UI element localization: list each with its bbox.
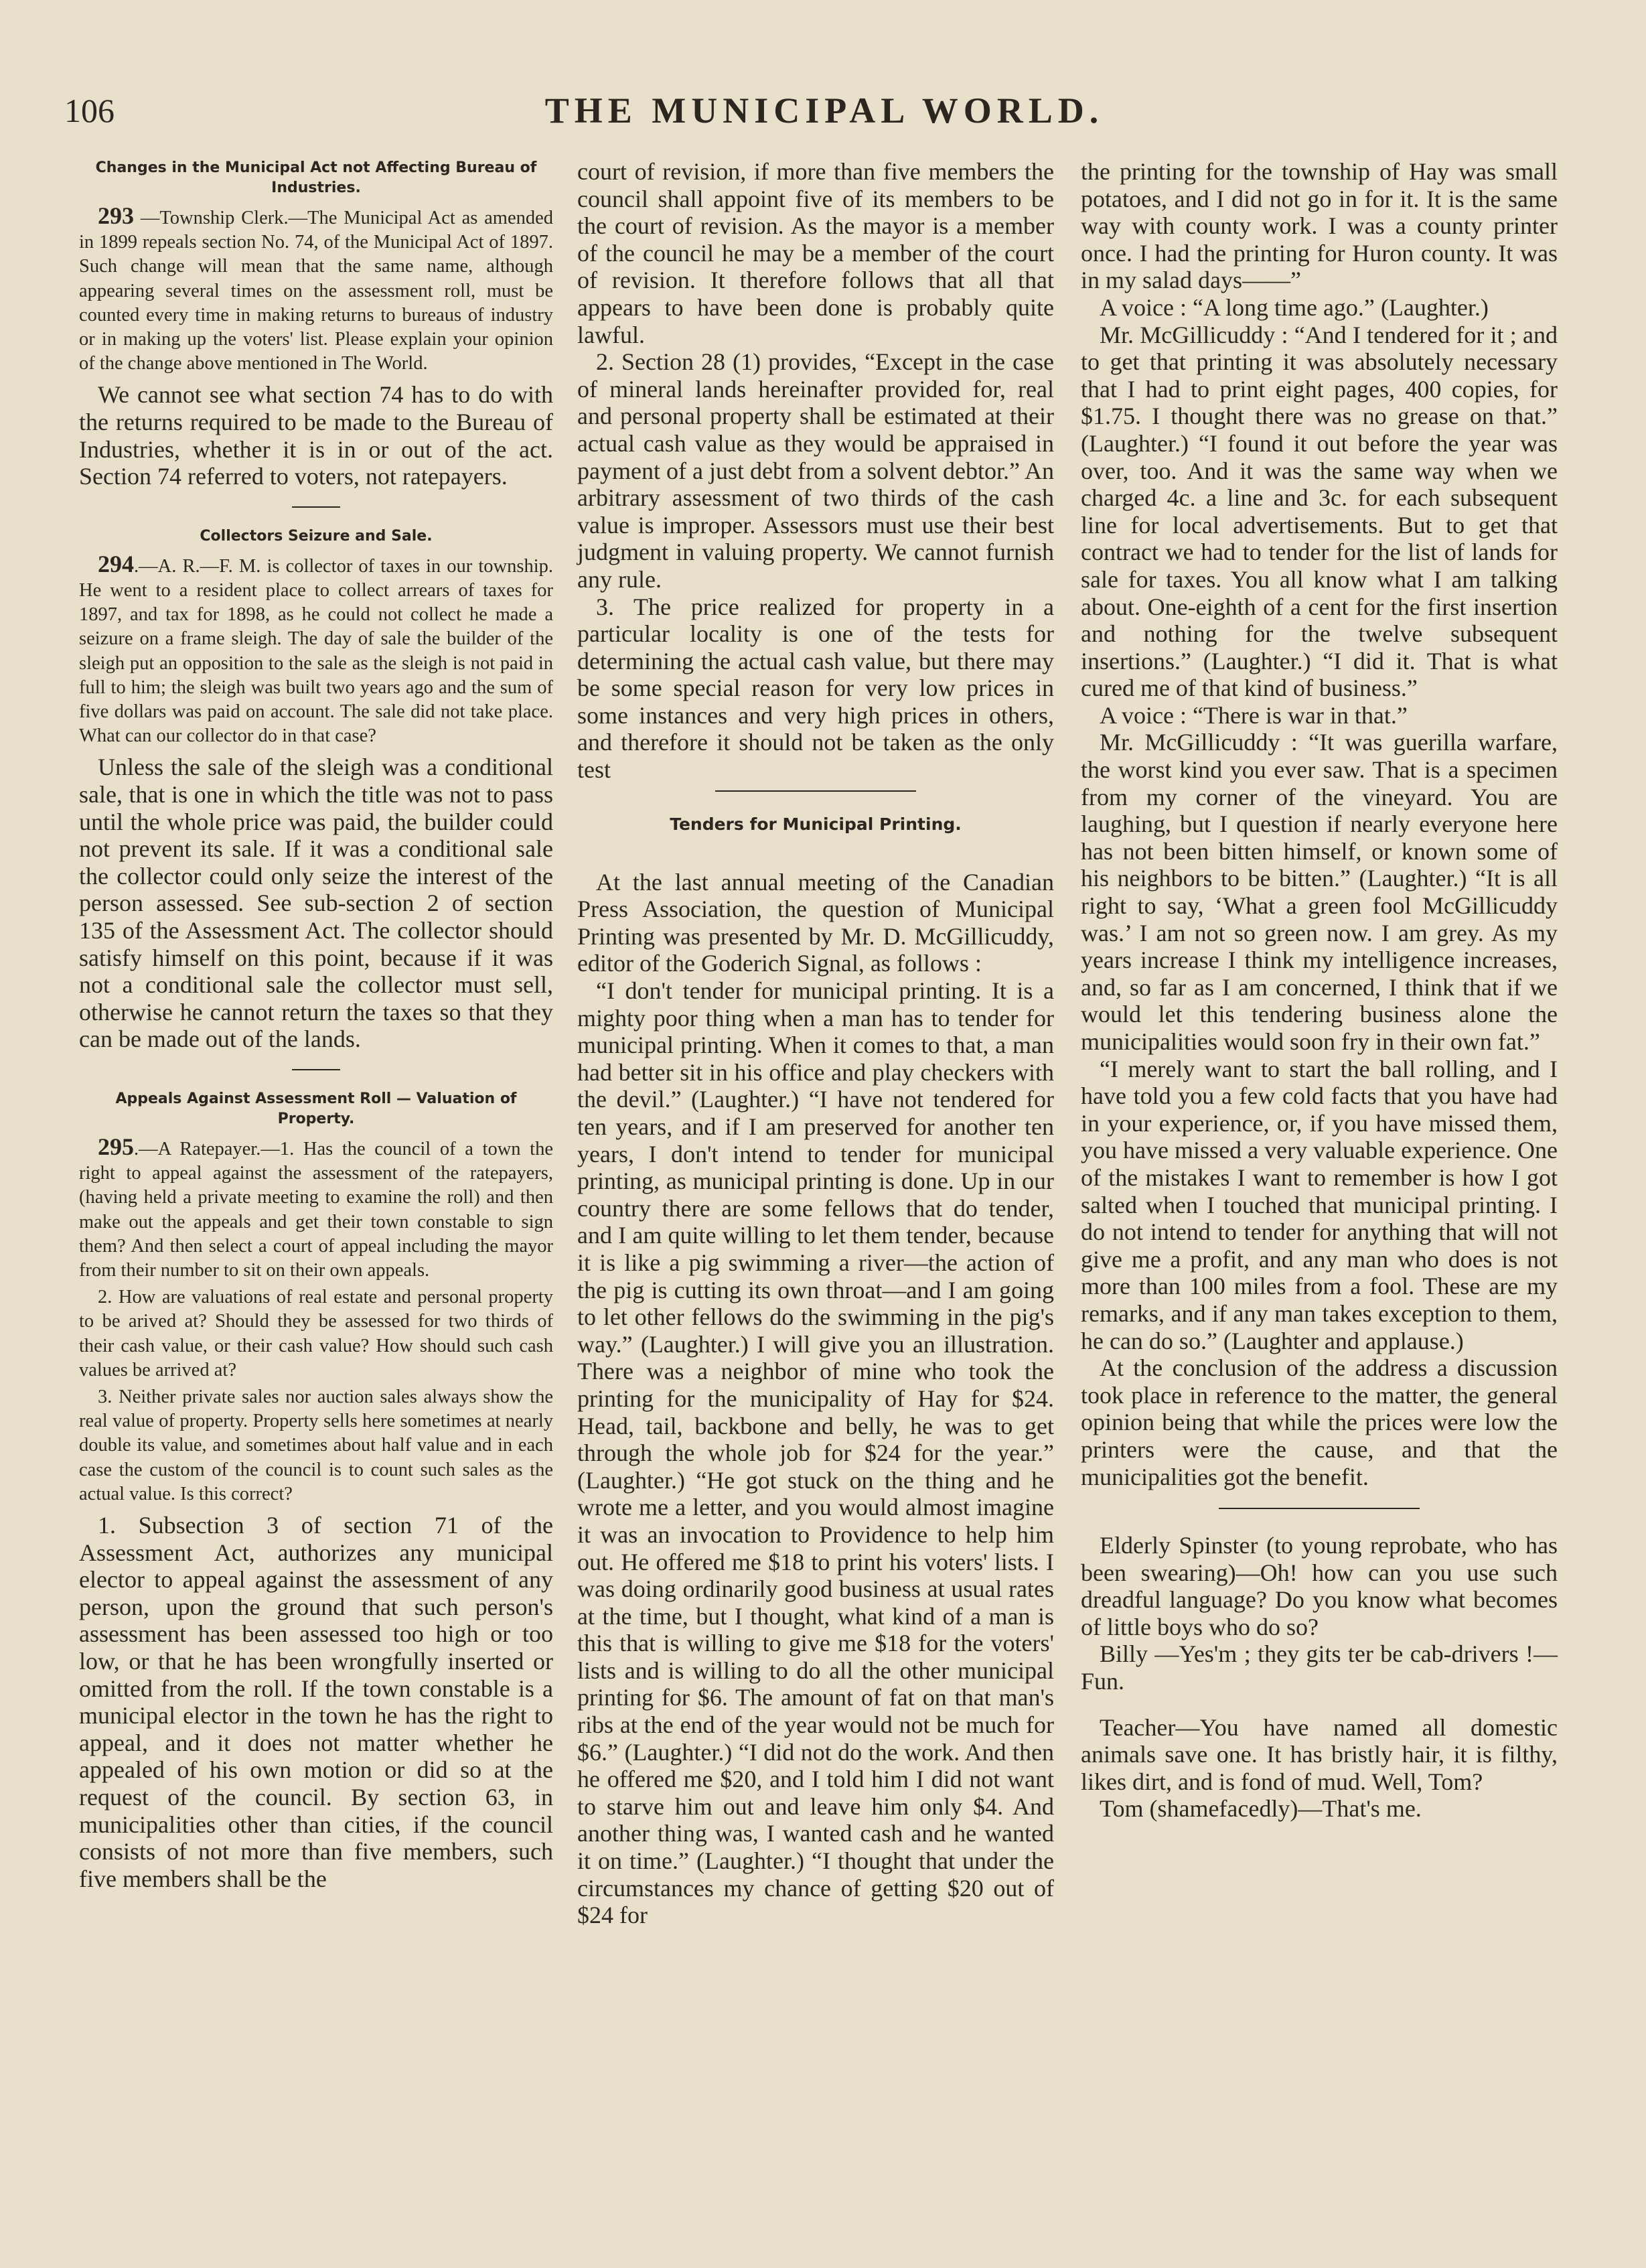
q293-answer: We cannot see what section 74 has to do with the returns required to be made to the Bureau of Industries, whether it is in or out of the act. Section 74 referred to voters, not ratepayers. xyxy=(79,381,553,490)
publication-title: THE MUNICIPAL WORLD. xyxy=(544,90,1104,131)
q293-question xyxy=(79,204,553,376)
page-number: 106 xyxy=(64,92,115,129)
spacer xyxy=(1081,1695,1558,1714)
q294-answer: Unless the sale of the sleigh was a conditional sale, that is one in which the title was not to pass until the whole price was paid, the builder could not prevent its sale. If it was a conditional sale the collector could only seize the interest of the person assessed. See sub-section 2 of section 135 of the Assessment Act. The collector should satisfy himself on this point, because if it was not a conditional sale the collector must sell, otherwise he cannot return the taxes so that they can be made out of the lands. xyxy=(79,754,553,1053)
q295-answer-2: 2. Section 28 (1) provides, “Except in the case of mineral lands hereinafter provided for, real and personal property shall be estimated at their actual cash value as they would be appraised in payment of a just debt from a solvent debtor.” An arbitrary assessment of two thirds of the cash value is improper. Assessors must use their best judgment in valuing property. We cannot furnish any rule. xyxy=(577,348,1054,593)
q293-question-text: —Township Clerk.—The Municipal Act as amended in 1899 repeals section No. 74, of the Municipal Act of 1897. Such change will mean that the same name, although appearing several times on the assessment roll, must be counted every time in making returns to bureaus of industry or in making up the voters' list. Please explain your opinion of the change above mentioned in The World. xyxy=(79,208,554,374)
column-1 xyxy=(79,158,553,1892)
joke-1-reply: Billy —Yes'm ; they gits ter be cab-drivers !—Fun. xyxy=(1081,1640,1558,1695)
tenders-voice-1: A voice : “A long time ago.” (Laughter.) xyxy=(1100,293,1489,321)
q295-answer-3: 3. The price realized for property in a particular locality is one of the tests for determining the actual cash value, but there may be some special reason for very low prices in some instances and very high prices in others, and therefore it should not be taken as the only test xyxy=(577,593,1054,784)
joke-2: Teacher—You have named all domestic animals save one. It has bristly hair, it is filthy, likes dirt, and is fond of mud. Well, Tom? xyxy=(1081,1713,1558,1795)
joke-2-reply: Tom (shamefacedly)—That's me. xyxy=(1100,1795,1422,1823)
q294-question-text: .—A. R.—F. M. is collector of taxes in our township. He went to a resident place to collect arrears of taxes for 1897, and tax for 1898, as he could not collect he made a seizure on a frame sleigh. The day of sale the builder of the sleigh put an opposition to the sale as the sleigh is not paid in full to him; the sleigh was built two years ago and the sum of five dollars was paid on account. The sale did not take place. What can our collector do in that case? xyxy=(79,555,553,747)
q294-number: 294 xyxy=(98,550,134,577)
tenders-speech-1: “I don't tender for municipal printing. It is a mighty poor thing when a man has to tender for municipal printing. When it comes to that, a man had better sit in his office and play checkers with the devil.” (Laughter.) “I have not tendered for ten years, and if I am preserved for another ten years, I don't intend to tender for municipal printing, as municipal printing is done. Up in our country there are some fellows that do tender, and I am quite willing to let them tender, because it is like a pig swimming a river—the action of the pig is cutting its own throat—and I am going to let other fellows do the swimming in the pig's way.” (Laughter.) I will give you an illustration. There was a neighbor of mine who took the printing for the municipality of Hay for $24. Head, tail, backbone and belly, he was to get through the whole job for $24 for the year.” (Laughter.) “He got stuck on the thing and he wrote me a letter, and you would almost imagine it was an invocation to Providence to help him out. He offered me $18 to print his voters' lists. I was doing ordinarily good business at usual rates at the time, but I thought, what kind of a man is this that is willing to give me $18 for the voters' lists and is willing to do all the other municipal printing for $6. The amount of fat on that man's ribs at the end of the year would not be much for $6.” (Laughter.) “I did not do the work. And then he offered me $20, and I told him I did not want to starve him out and leave him only $4. And another thing was, I wanted cash and he wanted it on time.” (Laughter.) “I thought that under the circumstances my chance of getting $20 out of $24 for xyxy=(577,977,1054,1929)
q293-title: Changes in the Municipal Act not Affecting Bureau of Industries. xyxy=(95,159,537,196)
q295-question-1 xyxy=(79,1135,553,1283)
divider xyxy=(715,790,916,792)
column-3 xyxy=(1081,158,1558,1823)
tenders-conclusion: At the conclusion of the address a discussion took place in reference to the matter, the general opinion being that while the prices were low the printers were the cause, and that the municipalities got the benefit. xyxy=(1081,1354,1558,1490)
q294-title: Collectors Seizure and Sale. xyxy=(200,527,433,545)
q295-number: 295 xyxy=(98,1133,134,1160)
tenders-speech-1-continued: the printing for the township of Hay was small potatoes, and I did not go in for it. It is the same way with county work. I was a county printer once. I had the printing for Huron county. It was in my salad days——” xyxy=(1081,158,1558,294)
q295-title: Appeals Against Assessment Roll — Valuation of Property. xyxy=(115,1090,517,1127)
q295-answer-1: 1. Subsection 3 of section 71 of the Assessment Act, authorizes any municipal elector to appeal against the assessment of any person, upon the ground that such person's assessment has been assessed too high or too low, or that he has been wrongfully inserted or omitted from the roll. If the town constable is a municipal elector in the town he has the right to appeal, and it does not matter whether he appealed of his own motion or did so at the request of the council. By section 63, in municipalities other than cities, if the council consists of not more than five members, such five members shall be the xyxy=(79,1512,553,1892)
q295-question-2: 2. How are valuations of real estate and personal property to be arived at? Should they be assessed for two thirds of their cash value, or their cash value? How should such cash values be arrived at? xyxy=(79,1287,553,1380)
tenders-speech-4: “I merely want to start the ball rolling, and I have told you a few cold facts that you have had in your experience, or, if you have missed them, you have missed a very valuable experience. One of the mistakes I want to remember is how I got salted when I touched that municipal printing. I do not intend to tender for anything that will not give me a profit, and any man who does is not more than 100 miles from a fool. These are my remarks, and if any man takes exception to them, he can do so.” (Laughter and applause.) xyxy=(1081,1055,1558,1354)
tenders-intro: At the last annual meeting of the Canadian Press Association, the question of Municipal Printing was presented by Mr. D. McGillicuddy, editor of the Goderich Signal, as follows : xyxy=(577,868,1054,977)
q293-number: 293 xyxy=(98,202,134,229)
divider xyxy=(292,506,340,508)
tenders-voice-2: A voice : “There is war in that.” xyxy=(1100,701,1408,729)
q295-question-1-text: .—A Ratepayer.—1. Has the council of a town the right to appeal against the assessment of the ratepayers, (having held a private meeting to examine the roll) and then make out the appeals and get their town constable to sign them? And then select a court of appeal including the mayor from their number to sit on their own appeals. xyxy=(79,1138,553,1281)
q294-question xyxy=(79,552,553,749)
tenders-speech-2: Mr. McGillicuddy : “And I tendered for it ; and to get that printing it was absolutely necessary that I had to print eight pages, 400 copies, for $1.75. I thought there was no grease on that.” (Laughter.) “I found it out before the year was over, too. And it was the same way when we charged 4c. a line and 3c. for each subsequent line for local advertisements. But to get that contract we had to tender for the list of lands for sale for taxes. You all know what I am talking about. One-eighth of a cent for the first insertion and nothing for the twelve subsequent insertions.” (Laughter.) “I did it. That is what cured me of that kind of business.” xyxy=(1081,321,1558,702)
tenders-title: Tenders for Municipal Printing. xyxy=(670,814,962,834)
column-2 xyxy=(577,158,1054,1929)
q295-answer-1-continued: court of revision, if more than five members the council shall appoint five of its members to be the court of revision. As the mayor is a member of the council he may be a member of the court of revision. It therefore follows that all that appears to have been done is probably quite lawful. xyxy=(577,158,1054,348)
tenders-speech-3: Mr. McGillicuddy : “It was guerilla warfare, the worst kind you ever saw. That is a specimen from my corner of the vineyard. You are laughing, but I question if nearly everyone here has not been bitten himself, or known some of his neighbors to be bitten.” (Laughter.) “It is all right to say, ‘What a green fool McGillicuddy was.’ I am not so green now. I am grey. As my years increase I think my intelligence increases, and, so far as I am concerned, I think that if we would let this tendering business alone the municipalities would soon fry in their own fat.” xyxy=(1081,729,1558,1055)
page-header xyxy=(64,87,1584,134)
divider xyxy=(1219,1508,1420,1509)
divider xyxy=(292,1069,340,1070)
joke-1: Elderly Spinster (to young reprobate, who has been swearing)—Oh! how can you use such dreadful language? Do you know what becomes of little boys who do so? xyxy=(1081,1532,1558,1640)
q295-question-3: 3. Neither private sales nor auction sales always show the real value of property. Property sells here sometimes at nearly double its value, and sometimes about half value and in each case the custom of the council is to count such sales as the actual value. Is this correct? xyxy=(79,1386,553,1504)
